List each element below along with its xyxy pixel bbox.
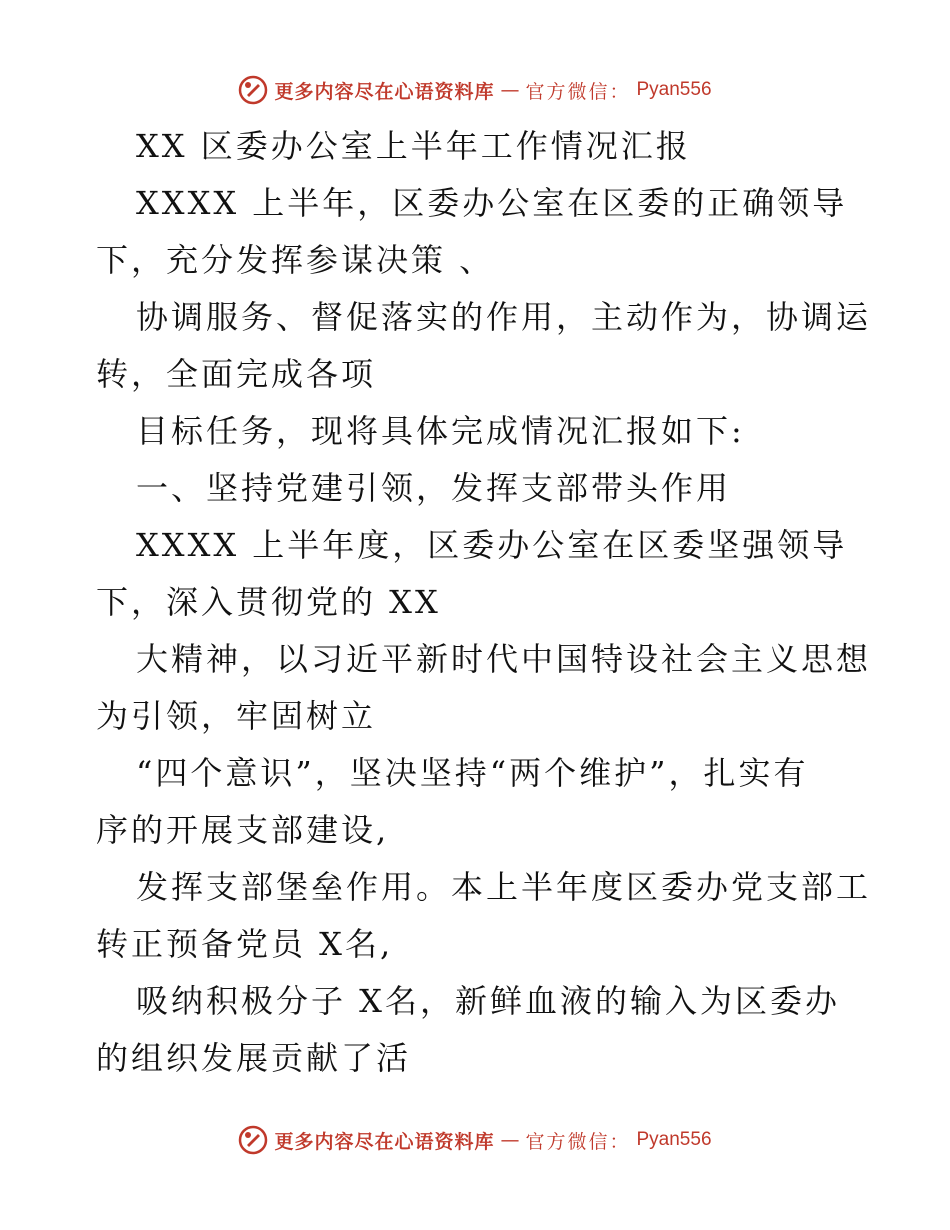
paragraph-line: 的组织发展贡献了活 [96,1039,412,1077]
banner-dash: — [500,1129,520,1151]
paragraph-line: 协调服务、督促落实的作用，主动作为，协调运 [136,298,872,336]
paragraph-line: 吸纳积极分子 X名，新鲜血液的输入为区委办 [136,982,840,1020]
paragraph-line: 转，全面完成各项 [96,355,377,393]
logo-icon [238,1125,268,1155]
banner-handle: Pyan556 [636,1129,712,1150]
paragraph-line: 转正预备党员 X名, [96,925,394,963]
document-body [96,118,872,1087]
banner-label: 官方微信： [525,1130,631,1153]
paragraph-line: 下，充分发挥参谋决策 、 [96,241,495,279]
paragraph-line: “四个意识”，坚决坚持“两个维护”，扎实有 [136,754,809,792]
banner-label: 官方微信： [525,80,631,103]
footer-banner [0,1120,950,1160]
paragraph-line: 发挥支部堡垒作用。本上半年度区委办党支部工 [136,868,872,906]
paragraph-line: 大精神，以习近平新时代中国特设社会主义思想 [136,640,872,678]
paragraph-line: 序的开展支部建设, [96,811,390,849]
header-banner [0,70,950,110]
banner-text: 更多内容尽在心语资料库 [274,80,495,103]
paragraph-line: 目标任务，现将具体完成情况汇报如下: [136,412,745,450]
paragraph-line: 下，深入贯彻党的 XX [96,583,441,621]
document-title: XX 区委办公室上半年工作情况汇报 [136,127,691,165]
logo-icon [238,75,268,105]
banner-handle: Pyan556 [636,79,712,100]
paragraph-line: XXXX 上半年度，区委办公室在区委坚强领导 [136,526,848,564]
section-heading: 一、坚持党建引领，发挥支部带头作用 [136,469,732,507]
banner-text: 更多内容尽在心语资料库 [274,1130,495,1153]
paragraph-line: XXXX 上半年，区委办公室在区委的正确领导 [136,184,848,222]
banner-dash: — [500,79,520,101]
paragraph-line: 为引领，牢固树立 [96,697,377,735]
